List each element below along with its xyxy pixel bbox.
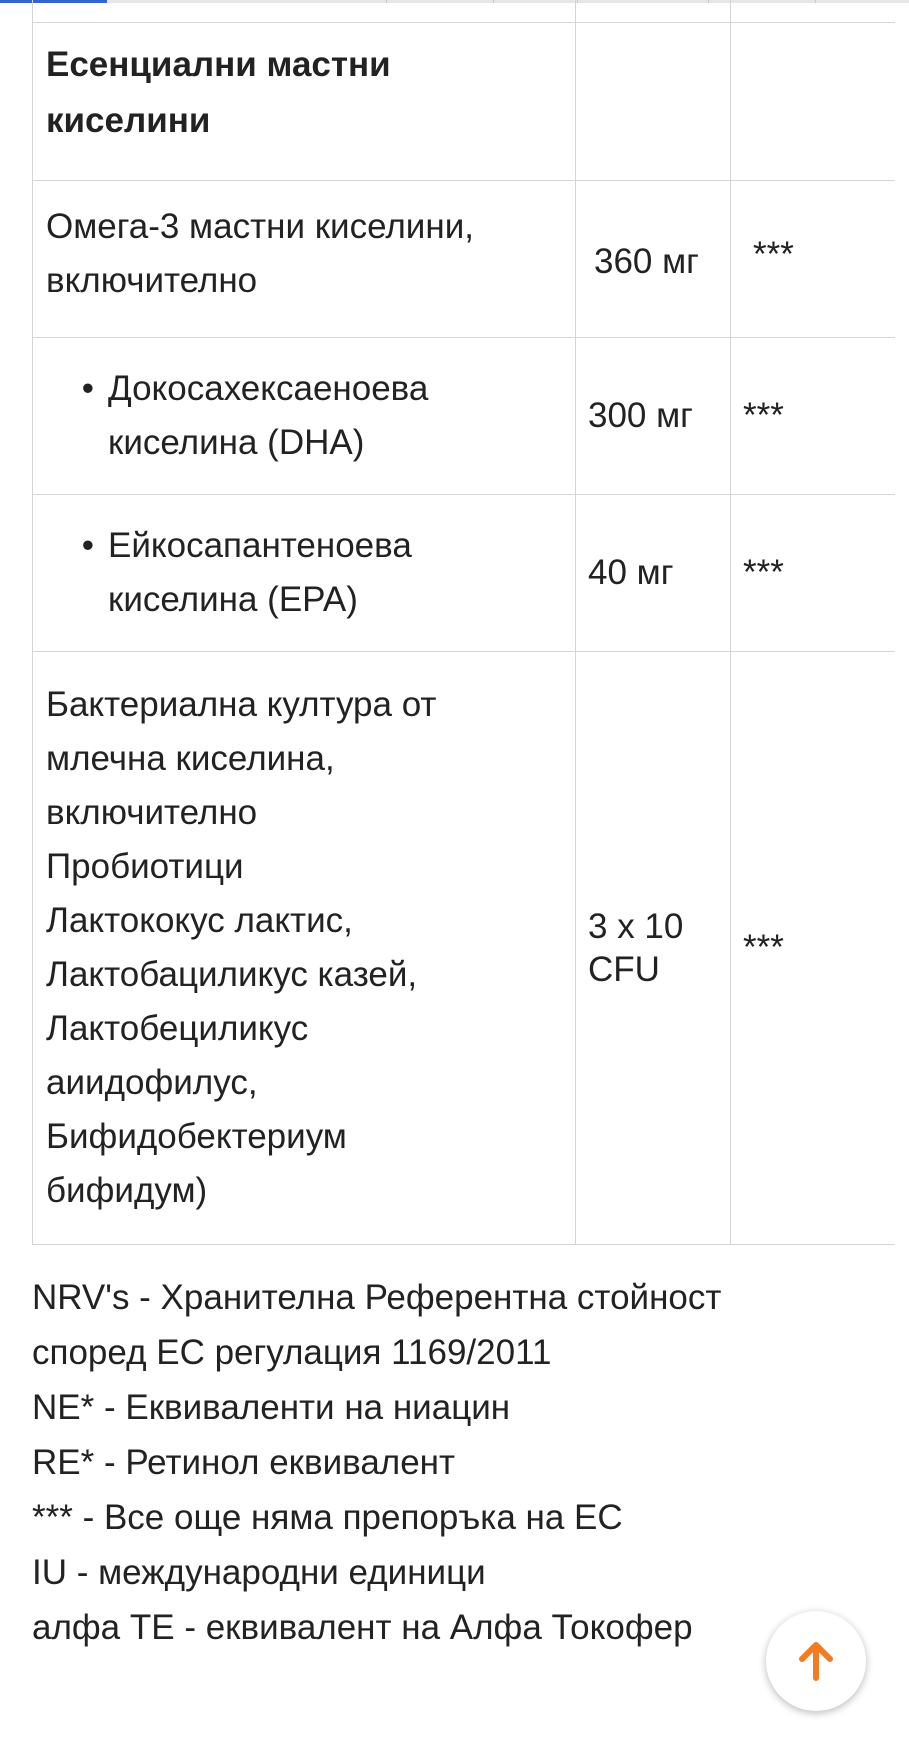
table-row <box>33 181 896 338</box>
footnote-line: IU - международни единици <box>32 1553 486 1592</box>
nutrition-table <box>32 0 895 1245</box>
table-cell <box>731 181 896 338</box>
name-line: включително <box>46 793 258 832</box>
arrow-up-icon <box>793 1638 839 1684</box>
table-cell <box>33 495 576 652</box>
name-line: Лактобациликус казей, <box>46 955 418 994</box>
nutrient-name: Ейкосапантеноева киселина (EPA) <box>108 526 412 619</box>
footnote-line: според ЕС регулация 1169/2011 <box>32 1333 552 1372</box>
nutrient-name: Докосахексаеноева киселина (DHA) <box>108 369 429 462</box>
table-cell <box>33 23 576 181</box>
bullet-glyph: • <box>81 369 94 408</box>
name-line: Пробиотици <box>46 847 244 886</box>
nutrient-amount: 300 мг <box>588 396 693 435</box>
table-cell <box>33 338 576 495</box>
nutrient-amount: 3 x 10 CFU <box>588 907 684 989</box>
nutrient-amount: 360 мг <box>594 242 699 281</box>
table-cell <box>731 0 896 23</box>
name-line: Лактобециликус <box>46 1009 309 1048</box>
table-row <box>33 338 896 495</box>
name-line: бифидум) <box>46 1171 208 1210</box>
table-cell <box>576 338 731 495</box>
nutrition-table-container <box>32 0 892 1245</box>
table-cell <box>576 0 731 23</box>
nutrient-nrv: *** <box>753 235 794 274</box>
table-cell <box>33 0 576 23</box>
nutrient-name <box>33 678 575 1218</box>
table-row <box>33 0 896 23</box>
table-cell <box>576 181 731 338</box>
table-cell <box>576 23 731 181</box>
table-cell <box>731 495 896 652</box>
section-header: Есенциални мастни киселини <box>46 45 391 140</box>
table-row <box>33 652 896 1245</box>
name-line: млечна киселина, <box>46 739 335 778</box>
footnote-line: *** - Все още няма препоръка на ЕС <box>32 1498 623 1537</box>
nutrient-amount: 40 мг <box>588 553 674 592</box>
nutrient-nrv: *** <box>743 396 784 435</box>
table-cell <box>576 652 731 1245</box>
footnote-line: NE* - Еквиваленти на ниацин <box>32 1388 511 1427</box>
name-line: аиидофилус, <box>46 1063 258 1102</box>
footnote-line: RE* - Ретинол еквивалент <box>32 1443 456 1482</box>
table-cell <box>731 338 896 495</box>
bullet-item <box>33 362 575 470</box>
name-line: Лактококус лактис, <box>46 901 353 940</box>
bullet-item <box>33 519 575 627</box>
table-cell <box>731 23 896 181</box>
table-row <box>33 495 896 652</box>
bullet-glyph: • <box>81 526 94 565</box>
table-cell <box>576 495 731 652</box>
footnote-line: алфа ТЕ - еквивалент на Алфа Токофер <box>32 1608 693 1647</box>
table-cell <box>33 652 576 1245</box>
nutrient-name: Омега-3 мастни киселини, включително <box>46 207 474 300</box>
table-cell <box>731 652 896 1245</box>
section-header-row <box>33 23 896 181</box>
nutrient-nrv: *** <box>743 928 784 967</box>
nutrient-nrv: *** <box>743 553 784 592</box>
footnotes <box>32 1270 882 1655</box>
name-line: Бифидобектериум <box>46 1117 347 1156</box>
table-cell <box>33 181 576 338</box>
footnote-line: NRV's - Хранителна Референтна стойност <box>32 1278 722 1317</box>
name-line: Бактериална култура от <box>46 685 437 724</box>
scroll-to-top-button[interactable] <box>766 1611 866 1711</box>
